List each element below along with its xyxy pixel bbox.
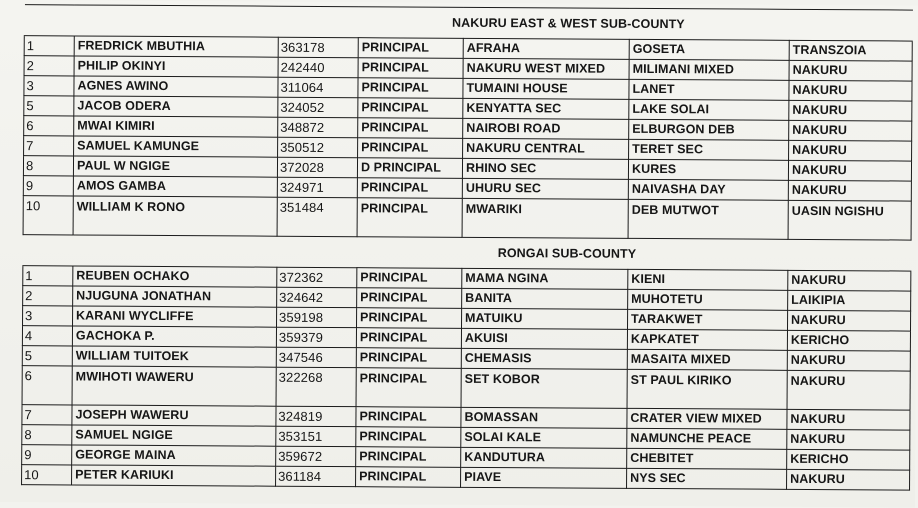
row-number: 2 [25,288,33,304]
current-school: MAMA NGINA [465,270,549,286]
teacher-name-cell [73,266,277,287]
tsc-number: 361184 [278,468,322,484]
table-row [22,366,910,410]
tsc-number: 359198 [279,309,324,325]
row-number-cell [23,196,73,235]
current-school: SET KOBOR [464,371,540,387]
teacher-name: GEORGE MAINA [75,447,176,463]
county-cell [789,120,912,141]
designation-cell [358,118,463,139]
current-school: BANITA [465,290,513,306]
new-school-cell [627,369,787,409]
new-school: ELBURGON DEB [632,121,735,137]
teacher-name-cell [74,56,278,77]
new-school-cell [627,408,787,429]
current-school-cell [463,38,629,59]
current-school: CHEMASIS [464,350,532,366]
county-cell [787,409,910,430]
county-cell [787,310,910,331]
tsc-number: 372028 [279,159,325,175]
new-school-cell [629,39,789,60]
current-school-cell [462,288,628,309]
current-school: KENYATTA SEC [466,100,562,116]
county-cell [788,200,911,240]
county-cell [789,140,912,161]
row-number-cell [22,366,72,405]
row-number-cell [24,96,74,116]
teacher-name: WILLIAM TUITOEK [75,348,189,364]
tsc-number-cell [276,327,356,347]
new-school-cell [629,119,789,140]
new-school: MILIMANI MIXED [632,61,735,77]
teacher-name-cell [72,326,276,347]
tsc-number-cell [276,426,356,446]
tsc-number-cell [276,446,356,466]
tsc-number: 324642 [279,289,324,305]
designation: PRINCIPAL [360,310,428,325]
current-school-cell [461,328,627,349]
designation: PRINCIPAL [360,180,429,195]
county: KERICHO [790,332,850,348]
new-school: NAIVASHA DAY [631,181,726,197]
designation: D PRINCIPAL [360,160,442,175]
designation-cell [358,38,463,59]
transfer-table [21,4,913,490]
current-school: PIAVE [464,469,502,485]
row-number-cell [24,136,74,156]
current-school: SOLAI KALE [464,429,542,445]
row-number: 3 [25,308,33,324]
current-school: NAIROBI ROAD [466,120,561,136]
new-school: CRATER VIEW MIXED [630,410,762,426]
current-school: TUMAINI HOUSE [466,80,568,96]
new-school-cell [629,79,789,100]
tsc-number: 353151 [278,428,323,444]
row-number: 9 [24,447,32,463]
tsc-number: 359672 [278,448,323,464]
teacher-name: GACHOKA P. [75,328,155,343]
designation-cell [356,407,461,428]
designation-cell [356,467,461,488]
county: NAKURU [791,162,847,178]
table-row [23,196,911,240]
teacher-name: JACOB ODERA [77,98,171,114]
designation: PRINCIPAL [359,350,428,365]
tsc-number: 351484 [279,199,324,215]
row-number: 8 [25,158,34,174]
designation-cell [358,58,463,79]
teacher-name-cell [73,196,277,236]
row-number: 1 [25,268,33,284]
tsc-number-cell [277,177,357,197]
new-school-cell [627,448,787,469]
designation-cell [356,368,461,408]
row-number: 4 [24,328,33,344]
new-school: MUHOTETU [631,291,703,307]
row-number-cell [23,286,73,306]
section-title: RONGAI SUB-COUNTY [497,246,637,261]
current-school-cell [463,98,629,119]
county: NAKURU [792,82,848,98]
teacher-name: JOSEPH WAWERU [75,407,189,423]
tsc-number-cell [277,267,357,287]
row-number: 5 [24,348,33,364]
teacher-name-cell [73,156,277,177]
designation: PRINCIPAL [359,429,427,444]
new-school: TARAKWET [631,311,703,327]
teacher-name-cell [74,96,278,117]
row-number: 10 [25,198,41,214]
new-school-cell [628,179,788,200]
teacher-name-cell [72,425,276,446]
designation: PRINCIPAL [361,140,429,155]
teacher-name: SAMUEL NGIGE [75,427,173,443]
teacher-name: KARANI WYCLIFFE [76,308,194,324]
county-cell [788,270,911,291]
teacher-name-cell [74,136,278,157]
designation-cell [357,158,462,179]
row-number: 3 [26,78,34,94]
county: NAKURU [791,312,846,328]
designation: PRINCIPAL [361,100,429,115]
teacher-name-cell [72,465,276,486]
tsc-number: 324971 [279,179,324,195]
teacher-name: MWAI KIMIRI [77,118,155,133]
designation: PRINCIPAL [360,290,428,305]
county-cell [787,330,910,351]
teacher-name: NJUGUNA JONATHAN [76,288,212,304]
new-school: CHEBITET [630,450,694,466]
section-title: NAKURU EAST & WEST SUB-COUNTY [451,15,685,32]
county-cell [787,429,910,450]
county-cell [789,60,912,81]
new-school-cell [627,428,787,449]
tsc-number: 350512 [280,139,325,155]
tsc-number-cell [277,197,357,236]
teacher-name: FREDRICK MBUTHIA [77,38,206,54]
current-school: AKUISI [464,330,508,346]
designation: PRINCIPAL [360,201,429,216]
row-number-cell [22,326,72,346]
row-number-cell [24,36,74,56]
new-school: KAPKATET [630,331,699,347]
new-school: LANET [632,81,675,97]
teacher-name-cell [73,306,277,327]
new-school: GOSETA [632,41,686,57]
tsc-number-cell [278,97,358,117]
county-cell [788,160,911,181]
county: NAKURU [790,411,846,427]
county: NAKURU [792,62,848,78]
table-row [22,465,910,490]
current-school: RHINO SEC [465,160,537,176]
row-number-cell [22,425,72,445]
teacher-name-cell [72,445,276,466]
designation: PRINCIPAL [359,469,427,484]
county: NAKURU [790,352,846,368]
teacher-name-cell [74,36,278,57]
row-number: 7 [24,407,32,423]
current-school: KANDUTURA [464,449,546,465]
county: TRANSZOIA [792,42,867,58]
designation-cell [357,268,462,289]
county: NAKURU [791,272,847,288]
teacher-name-cell [72,405,276,426]
current-school-cell [461,467,627,488]
teacher-name: PHILIP OKINYI [77,58,166,74]
county: NAKURU [792,102,848,118]
designation: PRINCIPAL [359,409,427,424]
designation-cell [358,98,463,119]
new-school-cell [628,159,788,180]
tsc-number: 324819 [278,408,323,424]
designation: PRINCIPAL [361,40,430,55]
county-cell [789,100,912,121]
tsc-number: 347546 [278,349,323,365]
new-school-cell [629,139,789,160]
county-cell [789,40,912,61]
county-cell [787,370,910,410]
designation-cell [357,308,462,329]
designation: PRINCIPAL [360,270,428,285]
row-number: 2 [26,58,34,74]
new-school-cell [629,59,789,80]
tsc-number-cell [276,367,356,406]
current-school-cell [463,58,629,79]
tsc-number: 348872 [280,119,325,135]
tsc-number: 359379 [278,329,323,345]
teacher-name: REUBEN OCHAKO [76,268,190,284]
current-school-cell [461,407,627,428]
designation-cell [357,198,462,238]
tsc-number-cell [276,347,356,367]
teacher-name-cell [74,76,278,97]
new-school-cell [627,468,787,489]
tsc-number: 363178 [280,39,325,55]
row-number-cell [23,156,73,176]
tsc-number-cell [277,287,357,307]
tsc-number-cell [277,157,357,177]
current-school-cell [462,178,628,199]
current-school: NAKURU WEST MIXED [466,60,606,76]
current-school-cell [463,118,629,139]
teacher-name-cell [72,346,276,367]
new-school: NYS SEC [630,470,686,486]
row-number-cell [22,405,72,425]
new-school-cell [628,289,788,310]
county: NAKURU [792,122,848,138]
teacher-name: AMOS GAMBA [76,178,167,194]
teacher-name: AGNES AWINO [77,78,169,94]
tsc-number-cell [278,57,358,77]
designation: PRINCIPAL [359,330,428,345]
current-school: AFRAHA [466,40,521,56]
new-school: TERET SEC [632,141,704,157]
designation-cell [358,138,463,159]
designation-cell [356,447,461,468]
county: NAKURU [790,373,846,389]
new-school-cell [627,349,787,370]
current-school: UHURU SEC [465,180,542,196]
new-school-cell [629,99,789,120]
new-school-cell [627,329,787,350]
new-school: NAMUNCHE PEACE [630,430,752,446]
current-school: NAKURU CENTRAL [466,140,585,156]
current-school-cell [461,348,627,369]
teacher-name-cell [74,116,278,137]
teacher-name: PAUL W NGIGE [76,158,171,174]
current-school-cell [463,78,629,99]
county: KERICHO [790,451,849,467]
designation: PRINCIPAL [359,371,428,386]
tsc-number-cell [278,117,358,137]
teacher-name: WILLIAM K RONO [76,199,186,215]
designation: PRINCIPAL [361,80,429,95]
tsc-number: 242440 [280,59,325,75]
new-school: KURES [631,161,677,177]
county: NAKURU [792,142,847,158]
current-school: BOMASSAN [464,409,539,425]
county-cell [788,180,911,201]
tsc-number: 322268 [278,369,323,385]
current-school-cell [462,308,628,329]
new-school: MASAITA MIXED [630,351,731,367]
designation-cell [356,328,461,349]
new-school-cell [628,199,788,239]
row-number: 6 [24,368,33,384]
new-school: ST PAUL KIRIKO [630,372,732,388]
designation-cell [356,427,461,448]
county: LAIKIPIA [791,292,846,308]
current-school-cell [462,158,628,179]
new-school: DEB MUTWOT [631,202,719,218]
designation-cell [357,178,462,199]
row-number-cell [24,56,74,76]
tsc-number-cell [277,307,357,327]
row-number-cell [23,306,73,326]
designation-cell [356,348,461,369]
current-school-cell [463,138,629,159]
current-school-cell [462,198,628,238]
teacher-name-cell [72,366,276,406]
row-number-cell [24,116,74,136]
current-school-cell [461,427,627,448]
designation: PRINCIPAL [359,449,427,464]
current-school: MATUIKU [465,310,523,326]
county: NAKURU [790,471,845,487]
row-number-cell [22,346,72,366]
new-school: LAKE SOLAI [632,101,710,117]
row-number: 8 [24,427,32,443]
county-cell [787,350,910,371]
designation: PRINCIPAL [361,60,429,75]
tsc-number-cell [276,406,356,426]
row-number-cell [23,176,73,196]
tsc-number: 372362 [279,269,324,285]
row-number-cell [22,465,72,485]
county-cell [789,80,912,101]
row-number-cell [24,76,74,96]
current-school-cell [462,268,628,289]
county: UASIN NGISHU [791,203,884,219]
tsc-number-cell [278,37,358,57]
tsc-number-cell [276,466,356,486]
new-school-cell [627,309,787,330]
teacher-name: SAMUEL KAMUNGE [77,138,200,154]
row-number-cell [22,445,72,465]
new-school: KIENI [631,271,666,287]
row-number: 9 [25,178,34,194]
row-number: 6 [26,118,34,134]
tsc-number: 311064 [280,79,324,95]
row-number: 10 [24,467,39,483]
designation-cell [358,78,463,99]
county-cell [788,290,911,311]
county: NAKURU [791,182,847,198]
teacher-name: MWIHOTI WAWERU [75,369,194,385]
row-number: 7 [26,138,34,154]
current-school-cell [461,368,627,408]
tsc-number-cell [278,77,358,97]
current-school-cell [461,447,627,468]
tsc-number-cell [278,137,358,157]
county-cell [787,469,910,490]
tsc-number: 324052 [280,99,325,115]
current-school: MWARIKI [465,201,523,217]
county: NAKURU [790,431,846,447]
designation-cell [357,288,462,309]
row-number-cell [23,266,73,286]
new-school-cell [628,269,788,290]
county-cell [787,449,910,470]
teacher-name-cell [73,286,277,307]
row-number: 5 [26,98,34,114]
teacher-name-cell [73,176,277,197]
row-number: 1 [26,38,35,54]
teacher-name: PETER KARIUKI [75,467,174,483]
designation: PRINCIPAL [361,120,429,135]
